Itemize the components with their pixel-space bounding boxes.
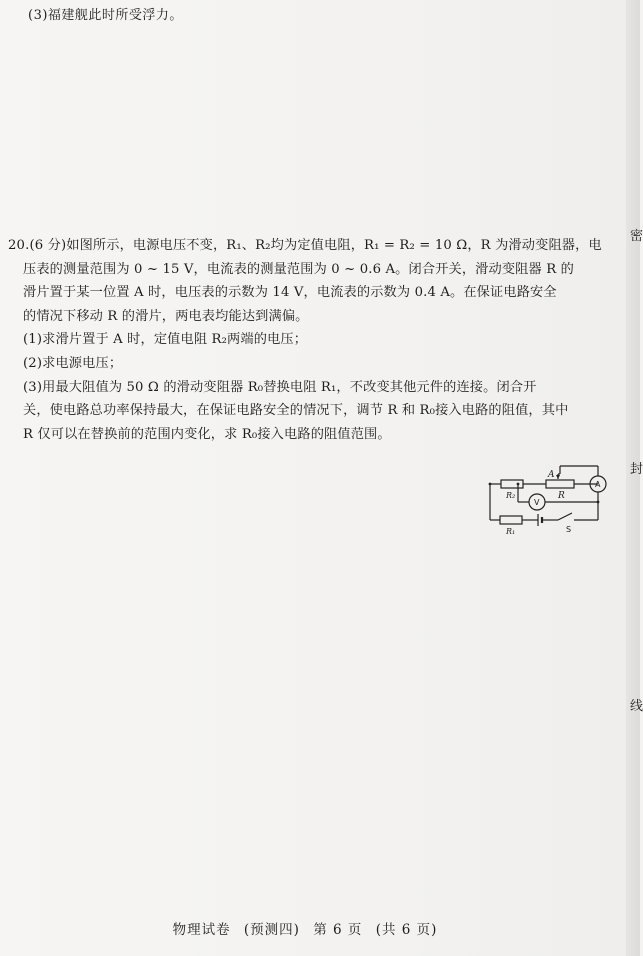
question-text: (6 分)如图所示，电源电压不变，R₁、R₂均为定值电阻，R₁ = R₂ = 10 Ω，R 为滑动变阻器，电 xyxy=(29,238,602,253)
sub-question-3: (3)用最大阻值为 50 Ω 的滑动变阻器 R₀替换电阻 R₁，不改变其他元件的连接。闭合开 xyxy=(23,379,537,395)
question-line: 压表的测量范围为 0 ~ 15 V，电流表的测量范围为 0 ~ 0.6 A。闭合开关，滑动变阻器 R 的 xyxy=(23,261,574,277)
rheostat-r xyxy=(546,480,574,488)
previous-question-part: (3)福建舰此时所受浮力。 xyxy=(28,8,183,23)
label-r2: R₂ xyxy=(506,491,516,500)
switch xyxy=(558,513,572,520)
sub-question-2: (2)求电源电压； xyxy=(23,355,123,371)
margin-char: 密 xyxy=(630,229,643,244)
question-number: 20. xyxy=(8,238,30,253)
circuit-diagram xyxy=(478,470,618,544)
sub-question-1: (1)求滑片置于 A 时，定值电阻 R₂两端的电压； xyxy=(23,332,308,348)
footer-page: 第 6 页 xyxy=(313,922,363,938)
footer-variant: (预测四) xyxy=(243,922,300,938)
margin-char: 线 xyxy=(630,699,643,714)
question-line xyxy=(8,234,608,258)
ammeter-label: A xyxy=(595,480,601,489)
question-line: 滑片置于某一位置 A 时，电压表的示数为 14 V，电流表的示数为 0.4 A。在保证电路安全 xyxy=(23,285,557,301)
label-r: R xyxy=(558,491,565,501)
label-a: A xyxy=(548,470,555,480)
page-footer xyxy=(0,918,610,938)
question-20 xyxy=(8,234,608,446)
voltmeter-label: V xyxy=(534,498,540,507)
label-r1: R₁ xyxy=(506,527,516,536)
question-line: 的情况下移动 R 的滑片，两电表均能达到满偏。 xyxy=(23,308,309,324)
resistor-r1 xyxy=(500,516,522,524)
binding-margin xyxy=(626,0,643,956)
question-line: 关，使电路总功率保持最大，在保证电路安全的情况下，调节 R 和 R₀接入电路的阻值，其中 xyxy=(23,403,569,419)
footer-subject: 物理试卷 xyxy=(172,922,231,938)
label-s: S xyxy=(566,525,572,534)
footer-total: (共 6 页) xyxy=(375,922,438,938)
margin-char: 封 xyxy=(630,462,643,477)
question-line: R 仅可以在替换前的范围内变化，求 R₀接入电路的阻值范围。 xyxy=(23,426,391,442)
resistor-r2 xyxy=(501,480,523,488)
